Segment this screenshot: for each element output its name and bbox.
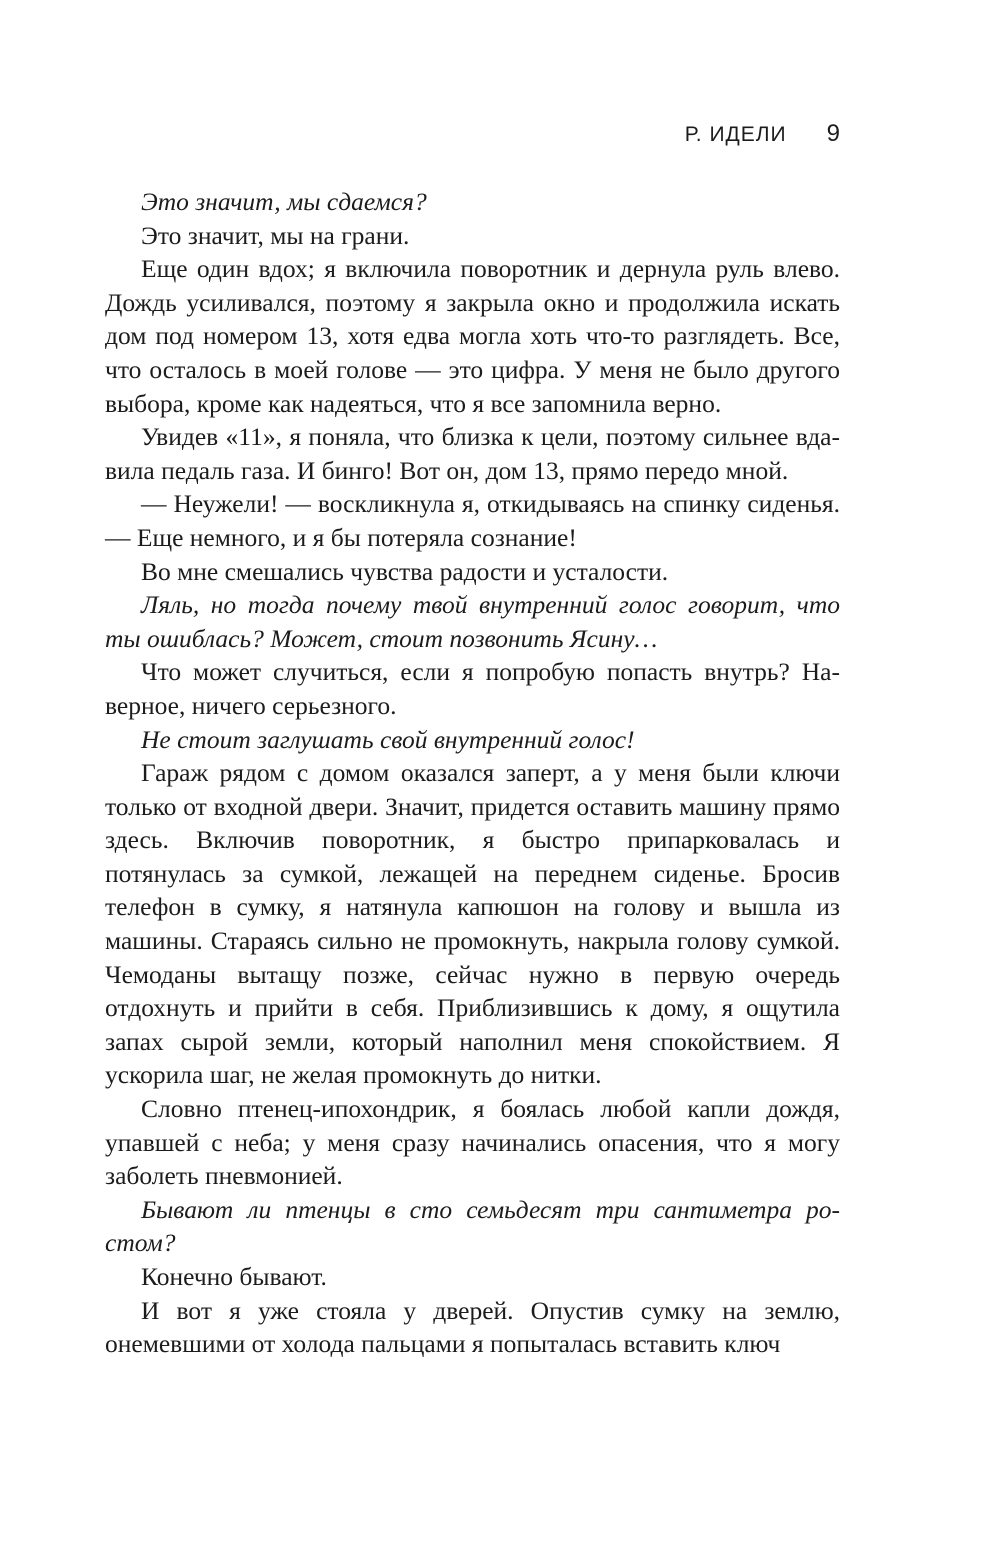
paragraph: Бывают ли птенцы в сто семьдесят три сантиметра ростом? <box>105 1194 840 1258</box>
paragraph: Увидев «11», я поняла, что близка к цели, поэтому сильнее вдавила педаль газа. И бинго! Вот он, дом 13, прямо передо мной. <box>105 422 840 485</box>
paragraph: Не стоит заглушать свой внутренний голос! <box>141 724 635 754</box>
paragraph: Конечно бывают. <box>141 1262 327 1291</box>
paragraph: Что может случиться, если я попробую попасть внутрь? Наверное, ничего серьезного. <box>105 657 840 720</box>
page-number: 9 <box>826 120 840 147</box>
paragraph: — Неужели! — воскликнула я, откидываясь на спинку сиденья. — Еще немного, и я бы потеряла сознание! <box>105 489 840 552</box>
paragraph: Словно птенец-ипохондрик, я боялась любой капли дождя, упавшей с неба; у меня сразу начинались опасения, что я могу заболеть пневмонией. <box>105 1094 840 1191</box>
paragraph: Еще один вдох; я включила поворотник и дернула руль влево. Дождь усиливался, поэтому я закрыла окно и продолжила искать дом под номером 13, хотя едва могла хоть что-то разглядеть. Все, что осталось в моей голове — это цифра. У меня не было другого выбора, кроме как надеяться, что я все запомнила верно. <box>105 254 840 418</box>
paragraph: Ляль, но тогда почему твой внутренний голос говорит, что ты ошиблась? Может, стоит позвонить Ясину… <box>105 590 840 653</box>
running-head-author: Р. ИДЕЛИ <box>684 123 787 146</box>
running-head <box>685 120 840 148</box>
body-text <box>105 185 840 1361</box>
paragraph: Во мне смешались чувства радости и усталости. <box>141 556 669 586</box>
paragraph: Это значит, мы сдаемся? <box>141 187 427 216</box>
paragraph: Гараж рядом с домом оказался заперт, а у меня были ключи только от входной двери. Значит, придется оставить машину прямо здесь. Включив поворотник, я быстро припарковалась и потянулась за сумкой, лежащей на переднем сиденье. Бросив телефон в сумку, я натянула капюшон на голову и вышла из машины. Стараясь сильно не промокнуть, накрыла голову сумкой. Чемоданы вытащу позже, сейчас нужно в первую очередь отдохнуть и прийти в себя. Приблизившись к дому, я ощутила запах сырой земли, который наполнил меня спокойствием. Я ускорила шаг, не желая промокнуть до нитки. <box>105 758 840 1090</box>
paragraph: И вот я уже стояла у дверей. Опустив сумку на землю, онемевшими от холода пальцами я попыталась вставить ключ <box>105 1295 840 1359</box>
paragraph: Это значит, мы на грани. <box>141 220 410 250</box>
